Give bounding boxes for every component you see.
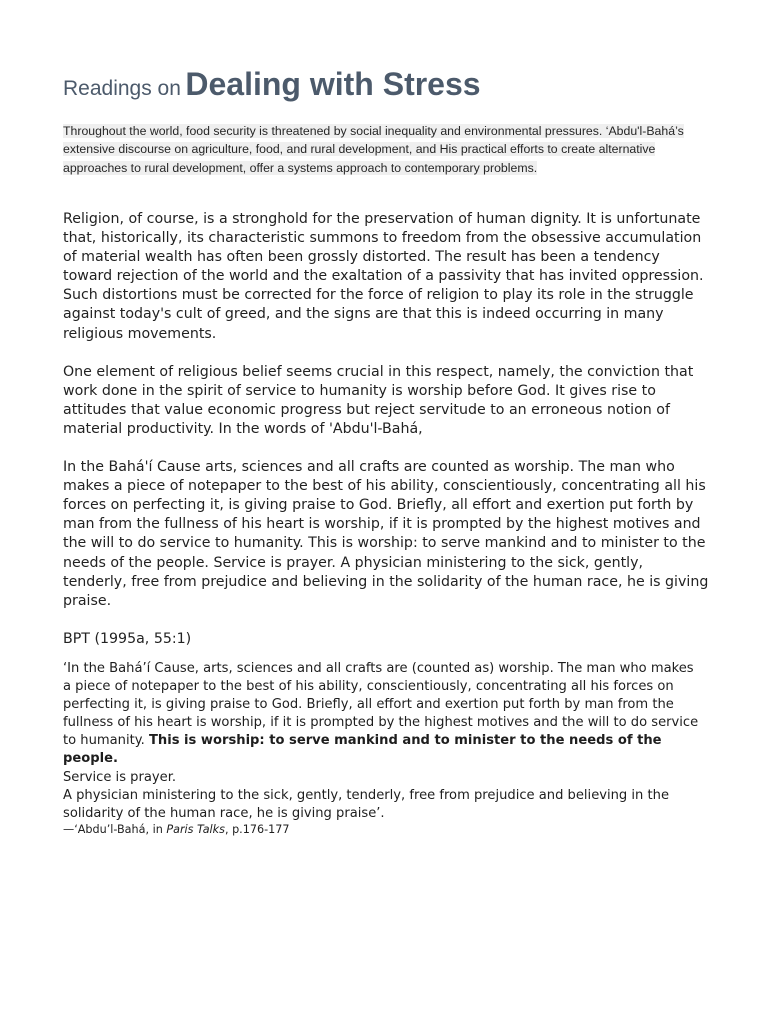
title-prefix: Readings on [63, 77, 181, 100]
title-main: Dealing with Stress [185, 66, 481, 102]
quote-bold-period: . [113, 751, 118, 767]
attribution-title: Paris Talks [166, 822, 225, 836]
body-paragraph: One element of religious belief seems crucial in this respect, namely, the conviction that work done in the spirit of service to humanity is worship before God. It gives rise to attitudes that value economic progress but reject servitude to an erroneous notion of material productivity. In the words of 'Abdu'l-Bahá, [63, 363, 694, 437]
quote-text: ‘In the Bahá’í Cause, arts, sciences and all crafts are (counted as) worship. The man who makes a piece of notepaper to the best of his ability, conscientiously, concentrating all his forces on perfecting it, is giving praise to God. Briefly, all effort and exertion put forth by man from the fullness of his heart is worship, if it is prompted by the highest motives and the will to do service to humanity. [63, 661, 699, 749]
citation: BPT (1995a, 55:1) [63, 630, 192, 647]
attribution-suffix: , p.176-177 [224, 822, 290, 836]
intro-text: Throughout the world, food security is threatened by social inequality and environmental pressures. ‘Abdu'l-Bahá’s extensive discourse on agriculture, food, and rural development, and His practical efforts to create alternative approaches to rural development, offer a systems approach to contemporary problems. [63, 124, 684, 175]
page-title [63, 66, 481, 103]
body-paragraph: Religion, of course, is a stronghold for the preservation of human dignity. It is unfortunate that, historically, its characteristic summons to freedom from the obsessive accumulation of material wealth has often been grossly distorted. The result has been a tendency toward rejection of the world and the exaltation of a passivity that has invited oppression. Such distortions must be corrected for the force of religion to play its role in the struggle against today's cult of greed, and the signs are that this is indeed occurring in many religious movements. [63, 211, 704, 342]
body-paragraph: In the Bahá'í Cause arts, sciences and all crafts are counted as worship. The man who makes a piece of notepaper to the best of his ability, conscientiously, concentrating all his forces on perfecting it, is giving praise to God. Briefly, all effort and exertion put forth by man from the fullness of his heart is worship, if it is prompted by the highest motives and the will to do service to humanity. This is worship: to serve mankind and to minister to the needs of the people. Service is prayer. A physician ministering to the sick, gently, tenderly, free from prejudice and believing in the solidarity of the human race, he is giving praise. [63, 459, 709, 609]
attribution-prefix: —‘Abdu’l-Bahá, in [63, 822, 163, 836]
quote-line-physician: A physician ministering to the sick, gently, tenderly, free from prejudice and believing in the solidarity of the human race, he is giving praise’. [63, 787, 669, 821]
intro-summary [63, 122, 697, 177]
quote-paragraph [63, 660, 703, 769]
quote-attribution [63, 823, 703, 837]
quote-block [63, 660, 703, 837]
quote-bold-text: This is worship: to serve mankind and to minister to the needs of the people [63, 733, 662, 767]
quote-line-service: Service is prayer. [63, 769, 177, 785]
article-body [63, 210, 711, 667]
